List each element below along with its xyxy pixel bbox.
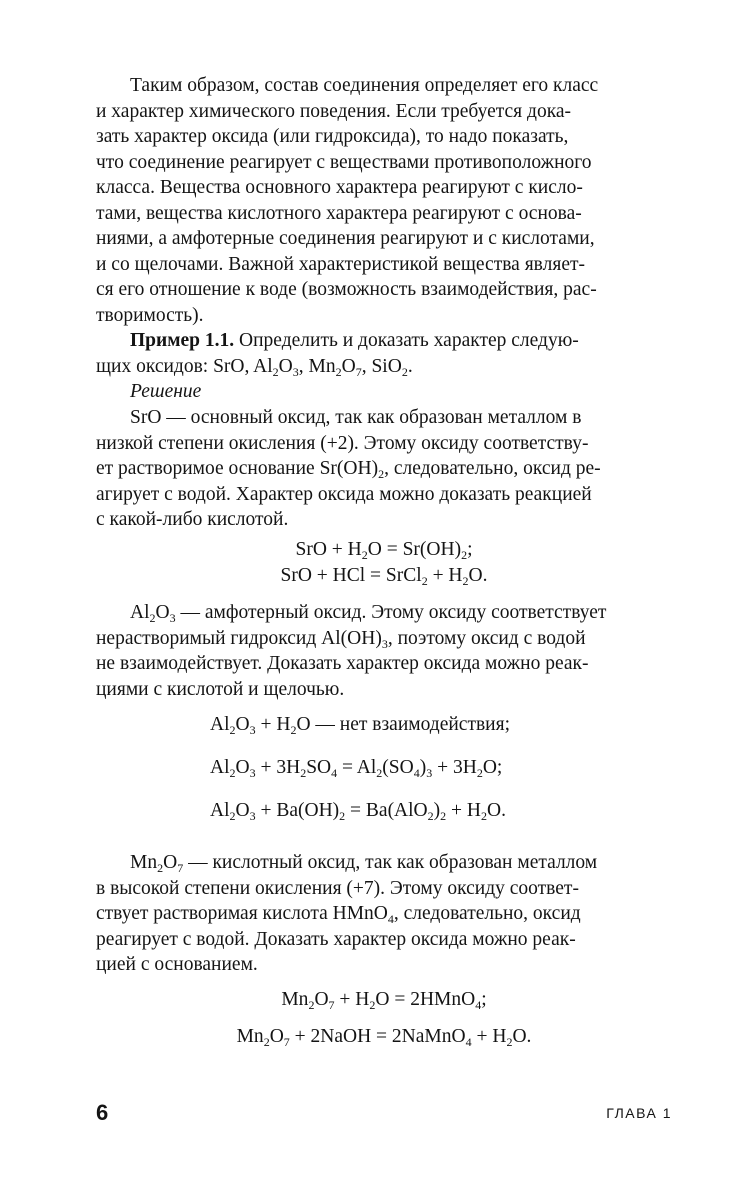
subscript: 3 bbox=[292, 364, 299, 379]
subscript: 7 bbox=[328, 998, 335, 1012]
eq-part: O bbox=[235, 757, 250, 778]
example-text: O bbox=[341, 355, 356, 377]
eq-part: ) bbox=[433, 800, 441, 821]
eq-part: O bbox=[235, 800, 250, 821]
eq-part: O. bbox=[512, 1026, 532, 1047]
equation bbox=[96, 563, 672, 589]
subscript: 4 bbox=[331, 766, 338, 780]
example-text: Определить и доказать характер следую- bbox=[234, 330, 579, 351]
example-text: O bbox=[278, 355, 293, 377]
text-segment: ствует растворимая кислота HMnO bbox=[96, 903, 388, 924]
text-line: циями с кислотой и щелочью. bbox=[96, 678, 345, 700]
subscript: 2 bbox=[376, 766, 383, 780]
equation bbox=[96, 1024, 672, 1050]
eq-part: + H bbox=[255, 714, 291, 735]
text-line: и со щелочами. Важной характеристикой вещества являет- bbox=[96, 253, 585, 275]
subscript: 2 bbox=[461, 548, 468, 562]
eq-part: Mn bbox=[281, 989, 309, 1010]
subscript: 3 bbox=[249, 809, 256, 823]
text-segment: , следовательно, оксид ре- bbox=[384, 458, 601, 479]
example-text: . bbox=[407, 355, 413, 377]
text-segment: Mn bbox=[130, 852, 158, 873]
subscript: 2 bbox=[308, 998, 315, 1012]
text-line: творимость). bbox=[96, 304, 204, 326]
eq-part: + Ba(OH) bbox=[255, 800, 340, 821]
eq-part: O = 2HMnO bbox=[375, 989, 476, 1010]
subscript: 2 bbox=[229, 723, 236, 737]
eq-part: SrO + H bbox=[295, 539, 362, 560]
eq-part: O bbox=[314, 989, 329, 1010]
eq-part: = Ba(AlO bbox=[345, 800, 428, 821]
text-segment: нерастворимый гидроксид Al(OH) bbox=[96, 627, 382, 649]
eq-part: O — нет взаимодействия; bbox=[296, 714, 511, 735]
subscript: 2 bbox=[157, 861, 164, 875]
subscript: 2 bbox=[440, 809, 447, 823]
subscript: 2 bbox=[361, 548, 368, 562]
text-line: SrO — основный оксид, так как образован металлом в bbox=[130, 407, 582, 428]
subscript: 2 bbox=[272, 364, 279, 379]
eq-part: SrO + HCl = SrCl bbox=[280, 565, 422, 586]
eq-part: O bbox=[269, 1026, 284, 1047]
subscript: 2 bbox=[427, 809, 434, 823]
text-line: агирует с водой. Характер оксида можно доказать реакцией bbox=[96, 483, 592, 505]
subscript: 2 bbox=[229, 766, 236, 780]
al-equations bbox=[210, 712, 650, 738]
subscript: 2 bbox=[378, 467, 385, 481]
example-text: щих оксидов: SrO, Al bbox=[96, 355, 273, 377]
subscript: 2 bbox=[149, 611, 156, 625]
equation bbox=[96, 987, 672, 1013]
subscript: 7 bbox=[177, 861, 184, 875]
text-line: ся его отношение к воде (возможность взаимодействия, рас- bbox=[96, 279, 597, 300]
subscript: 2 bbox=[263, 1035, 270, 1049]
text-line: и характер химического поведения. Если требуется дока- bbox=[96, 100, 572, 122]
subscript: 2 bbox=[421, 574, 428, 588]
al-equations bbox=[210, 755, 650, 781]
eq-part: (SO bbox=[382, 757, 414, 778]
solution-label: Решение bbox=[130, 381, 202, 402]
subscript: 2 bbox=[462, 574, 469, 588]
equation bbox=[210, 712, 650, 738]
eq-part: SO bbox=[306, 757, 332, 778]
subscript: 2 bbox=[229, 809, 236, 823]
al-paragraph bbox=[96, 600, 672, 702]
eq-part: ; bbox=[467, 539, 473, 560]
eq-part: + H bbox=[471, 1026, 507, 1047]
al-equations bbox=[210, 798, 650, 824]
subscript: 3 bbox=[249, 723, 256, 737]
text-line: зать характер оксида (или гидроксида), то надо показать, bbox=[96, 126, 569, 147]
subscript: 7 bbox=[283, 1035, 290, 1049]
eq-part: O. bbox=[468, 565, 488, 586]
subscript: 2 bbox=[476, 766, 483, 780]
page-number: 6 bbox=[96, 1100, 109, 1125]
eq-part: Al bbox=[210, 800, 230, 821]
subscript: 2 bbox=[481, 809, 487, 823]
example-paragraph bbox=[96, 328, 672, 405]
text-line: с какой-либо кислотой. bbox=[96, 509, 289, 530]
eq-part: O. bbox=[487, 800, 506, 821]
equation bbox=[210, 755, 650, 781]
subscript: 3 bbox=[169, 611, 176, 625]
text-line: тами, вещества кислотного характера реагируют с основа- bbox=[96, 202, 582, 224]
text-line: не взаимодействует. Доказать характер оксида можно реак- bbox=[96, 653, 589, 674]
subscript: 2 bbox=[335, 364, 342, 379]
text-segment: ет растворимое основание Sr(OH) bbox=[96, 458, 379, 479]
subscript: 3 bbox=[426, 766, 433, 780]
subscript: 2 bbox=[290, 723, 297, 737]
subscript: 4 bbox=[387, 912, 394, 926]
mn-equations bbox=[96, 1024, 672, 1050]
subscript: 2 bbox=[369, 998, 376, 1012]
eq-part: = Al bbox=[337, 757, 377, 778]
subscript: 7 bbox=[355, 364, 362, 379]
eq-part: ; bbox=[481, 989, 487, 1010]
eq-part: + H bbox=[334, 989, 370, 1010]
eq-part: O = Sr(OH) bbox=[367, 539, 462, 560]
text-line: низкой степени окисления (+2). Этому оксиду соответству- bbox=[96, 432, 589, 454]
sro-equations bbox=[96, 537, 672, 589]
eq-part: O; bbox=[482, 757, 503, 778]
text-line: класса. Вещества основного характера реагируют с кисло- bbox=[96, 177, 583, 198]
subscript: 3 bbox=[381, 636, 388, 651]
eq-part: + 3H bbox=[255, 757, 301, 778]
sro-paragraph bbox=[96, 405, 672, 533]
text-line: что соединение реагирует с веществами противоположного bbox=[96, 151, 592, 173]
eq-part: + 3H bbox=[432, 757, 477, 778]
eq-part: Mn bbox=[236, 1026, 264, 1047]
eq-part: + 2NaOH = 2NaMnO bbox=[289, 1026, 466, 1047]
subscript: 2 bbox=[506, 1035, 513, 1049]
text-line: в высокой степени окисления (+7). Этому оксиду соответ- bbox=[96, 877, 579, 899]
eq-part: + H bbox=[446, 800, 481, 821]
eq-part: Al bbox=[210, 757, 230, 778]
example-label: Пример 1.1. bbox=[130, 330, 235, 351]
eq-part: O bbox=[235, 714, 250, 735]
text-segment: , поэтому оксид с водой bbox=[387, 627, 586, 649]
text-segment: O bbox=[155, 602, 170, 623]
text-segment: , следовательно, оксид bbox=[393, 903, 581, 924]
text-segment: O bbox=[163, 852, 178, 873]
mn-paragraph bbox=[96, 850, 672, 978]
chapter-label: ГЛАВА 1 bbox=[606, 1105, 672, 1121]
subscript: 4 bbox=[465, 1035, 472, 1049]
text-line: ниями, а амфотерные соединения реагируют и с кислотами, bbox=[96, 228, 595, 249]
equation bbox=[96, 537, 672, 563]
example-text: , SiO bbox=[361, 355, 402, 377]
subscript: 2 bbox=[401, 364, 408, 379]
subscript: 3 bbox=[249, 766, 256, 780]
intro-paragraph bbox=[96, 73, 672, 328]
subscript: 4 bbox=[413, 766, 420, 780]
text-segment: Al bbox=[130, 602, 150, 623]
text-segment: — амфотерный оксид. Этому оксиду соответствует bbox=[175, 602, 607, 623]
text-segment: — кислотный оксид, так как образован металлом bbox=[183, 852, 598, 873]
text-line: цией с основанием. bbox=[96, 954, 258, 975]
page-footer bbox=[96, 1100, 672, 1130]
example-text: , Mn bbox=[298, 355, 336, 377]
equation bbox=[210, 798, 650, 824]
text-line: реагирует с водой. Доказать характер оксида можно реак- bbox=[96, 928, 576, 950]
mn-equations bbox=[96, 987, 672, 1013]
eq-part: Al bbox=[210, 714, 230, 735]
subscript: 2 bbox=[300, 766, 307, 780]
text-line: Таким образом, состав соединения определяет его класс bbox=[130, 75, 599, 96]
subscript: 2 bbox=[339, 809, 346, 823]
eq-part: + H bbox=[427, 565, 463, 586]
subscript: 4 bbox=[475, 998, 482, 1012]
eq-part: ) bbox=[419, 757, 427, 778]
